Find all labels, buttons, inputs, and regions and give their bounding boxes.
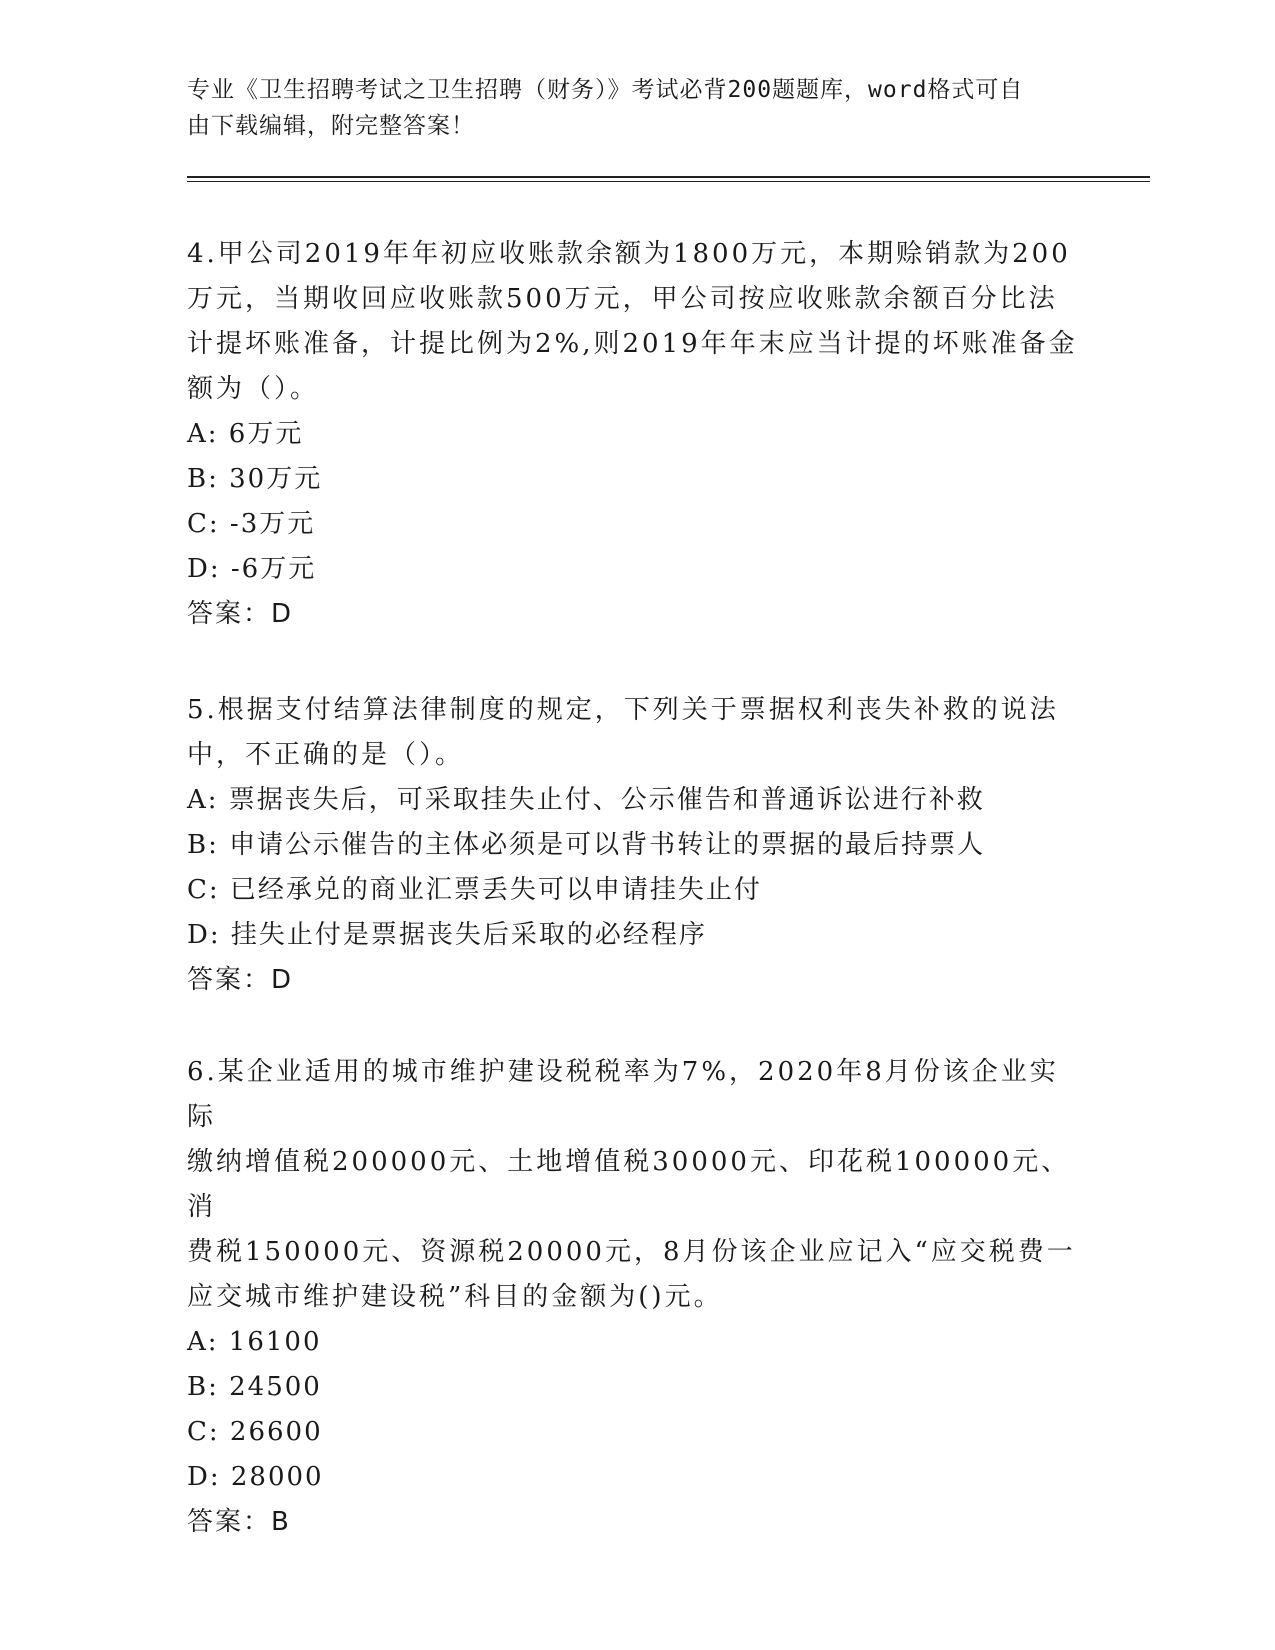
question-6 [187,1050,1087,1545]
header-line-2: 由下载编辑，附完整答案！ [187,113,475,139]
header-divider [187,176,1150,182]
question-stem-line: 费税150000元、资源税20000元，8月份该企业应记入“应交税费一 [187,1237,1076,1267]
option-b: B: 30万元 [187,464,323,494]
option-b: B: 申请公示催告的主体必须是可以背书转让的票据的最后持票人 [187,830,986,860]
question-stem-line: 缴纳增值税200000元、土地增值税30000元、印花税100000元、消 [187,1147,1071,1222]
option-b: B: 24500 [187,1372,322,1402]
question-4 [187,232,1087,637]
question-5 [187,688,1087,1003]
question-stem-line: 计提坏账准备，计提比例为2%,则2019年年末应当计提的坏账准备金 [187,329,1078,359]
header-line-1: 专业《卫生招聘考试之卫生招聘（财务）》考试必背200题题库，word格式可自 [187,77,1024,103]
document-header [187,72,1087,144]
question-stem-line: 中，不正确的是（）。 [187,740,465,770]
answer-label: 答案：D [187,599,294,629]
question-stem-line: 4.甲公司2019年年初应收账款余额为1800万元，本期赊销款为200 [187,239,1071,269]
question-stem-line: 万元，当期收回应收账款500万元，甲公司按应收账款余额百分比法 [187,284,1058,314]
question-stem-line: 额为（）。 [187,374,320,404]
option-d: D: 28000 [187,1462,324,1492]
answer-label: 答案：B [187,1507,291,1537]
option-d: D: -6万元 [187,554,317,584]
option-a: A: 6万元 [187,419,304,449]
option-c: C: -3万元 [187,509,316,539]
option-d: D: 挂失止付是票据丧失后采取的必经程序 [187,920,707,950]
option-a: A: 16100 [187,1327,322,1357]
answer-label: 答案：D [187,965,294,995]
question-stem-line: 5.根据支付结算法律制度的规定，下列关于票据权利丧失补救的说法 [187,695,1059,725]
question-stem-line: 应交城市维护建设税”科目的金额为()元。 [187,1282,723,1312]
question-stem-line: 6.某企业适用的城市维护建设税税率为7%，2020年8月份该企业实际 [187,1057,1059,1132]
option-c: C: 26600 [187,1417,323,1447]
option-c: C: 已经承兑的商业汇票丢失可以申请挂失止付 [187,875,762,905]
option-a: A: 票据丧失后，可采取挂失止付、公示催告和普通诉讼进行补救 [187,785,985,815]
